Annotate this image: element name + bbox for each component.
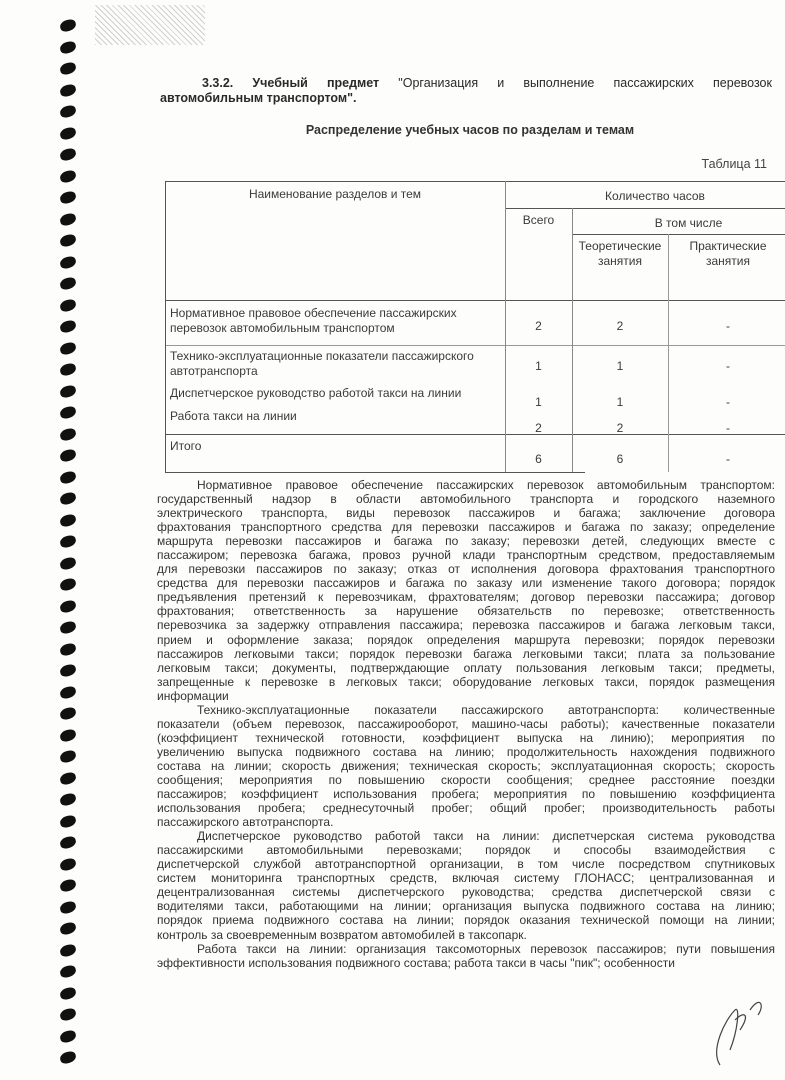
text-line: (коэффициент технической готовности, коэффициент выпуска на линию); мероприятия по (157, 730, 775, 745)
row-practice: - (726, 452, 730, 466)
row-total: 1 (535, 395, 542, 409)
text-line: прием и оформление заказа; порядок определения маршрута перевозки; порядок перевозки (157, 632, 775, 647)
text-line: Работа такси на линии: организация таксомоторных перевозок пассажиров; пути повышения (197, 941, 775, 956)
text-line: предъявления претензий к перевозчикам, фрахтователям; договор перевозки пассажира; договор (157, 590, 775, 605)
binding-hole (59, 1050, 77, 1065)
text-line: водителями такси, работающими на линии; организация выпуска подвижного состава на линию; (157, 899, 775, 914)
binding-hole (59, 878, 77, 893)
scan-noise (95, 5, 205, 45)
binding-hole (59, 599, 77, 614)
binding-hole (59, 835, 77, 850)
binding-hole (59, 319, 77, 334)
text-line: использования пробега; среднесуточный пробег; общий пробег; производительность работы (157, 801, 775, 816)
binding-hole (59, 556, 77, 571)
text-line: средства для перевозки пассажиров и багажа по заказу или изменение такого договора; порядок (157, 576, 775, 591)
binding-hole (59, 255, 77, 270)
binding-hole (59, 212, 77, 227)
row-total: 2 (535, 319, 542, 333)
header-name: Наименование разделов и тем (248, 187, 422, 201)
signature (700, 990, 770, 1070)
binding-hole (59, 298, 77, 313)
binding-hole (59, 513, 77, 528)
binding-hole (59, 126, 77, 141)
binding-hole (59, 749, 77, 764)
header-including: В том числе (654, 216, 723, 230)
binding-hole (59, 943, 77, 958)
hours-table (165, 181, 785, 473)
row-theory: 6 (616, 452, 624, 466)
binding-hole (59, 405, 77, 420)
header-theory: Теоретические занятия (578, 239, 662, 268)
text-line: для перевозки пассажиров по заказу; отказ от исполнения договора фрахтования транспортного (157, 562, 775, 577)
binding-hole (59, 61, 77, 76)
binding-hole (59, 491, 77, 506)
binding-hole (59, 384, 77, 399)
header-hours: Количество часов (605, 189, 705, 203)
text-line: запрещенные к перевозке в легковых такси; оборудование легковых такси, порядок размещения (157, 674, 775, 689)
section-number: 3.3.2. (202, 76, 234, 90)
binding-hole (59, 620, 77, 635)
text-line: фрахтования; ответственность за нарушение обязательств по перевозке; ответственность (157, 604, 775, 619)
row-name: Нормативное правовое обеспечение пассажирских перевозок автомобильным транспортом (170, 306, 457, 335)
spiral-binding (52, 20, 92, 1080)
binding-hole (59, 663, 77, 678)
binding-hole (59, 233, 77, 248)
binding-hole (59, 857, 77, 872)
row-total: 6 (535, 452, 542, 466)
binding-hole (59, 728, 77, 743)
binding-hole (59, 1007, 77, 1022)
section-title-part2: автомобильным транспортом". (160, 91, 357, 105)
text-line: пассажирского автотранспорта. (157, 815, 334, 830)
section-title-part1: "Организация и выполнение пассажирских перевозок (398, 76, 772, 90)
binding-hole (59, 341, 77, 356)
binding-hole (59, 900, 77, 915)
row-total: 1 (535, 359, 542, 373)
text-line: легковым такси; документы, подтверждающие оплату пользования легковым такси; предметы, (157, 660, 775, 675)
row-practice: - (726, 421, 730, 435)
binding-hole (59, 427, 77, 442)
binding-hole (59, 642, 77, 657)
binding-hole (59, 18, 77, 33)
binding-hole (59, 470, 77, 485)
text-line: пассажиров легковыми такси; порядок перевозки багажа легковыми такси; плата за пользование (157, 646, 775, 661)
text-line: пассажиром; перевозка багажа, провоз ручной клади транспортным средством, предоставляемым (157, 548, 775, 563)
text-line: сообщения; мероприятия по повышению скорости сообщения; среднее расстояние поездки (157, 772, 775, 787)
row-practice: - (726, 359, 730, 373)
binding-hole (59, 921, 77, 936)
text-line: пассажирскими автомобильными перевозками; порядок и способы взаимодействия с (157, 843, 775, 858)
row-theory: 2 (616, 319, 624, 333)
binding-hole (59, 1029, 77, 1044)
binding-hole (59, 104, 77, 119)
binding-hole (59, 362, 77, 377)
text-line: порядок приема подвижного состава на линии; порядок оказания технической помощи на линии; (157, 913, 775, 928)
text-line: информации (157, 688, 229, 703)
binding-hole (59, 685, 77, 700)
binding-hole (59, 276, 77, 291)
binding-hole (59, 534, 77, 549)
binding-hole (59, 169, 77, 184)
row-total: 2 (535, 421, 542, 435)
text-line: пассажиров; коэффициент использования пробега; мероприятия по повышению коэффициента (157, 787, 775, 802)
binding-hole (59, 814, 77, 829)
row-name: Технико-эксплуатационные показатели пассажирского автотранспорта (170, 349, 474, 378)
binding-hole (59, 83, 77, 98)
text-line: маршрута перевозки пассажиров и багажа по заказу; перевозки детей, следующих вместе с (157, 534, 775, 549)
row-name: Работа такси на линии (170, 409, 297, 423)
row-practice: - (726, 395, 730, 409)
row-practice: - (726, 319, 730, 333)
binding-hole (59, 190, 77, 205)
text-line: фрахтования транспортного средства для перевозки пассажиров и багажа по заказу; определение (157, 520, 775, 535)
header-practice: Практические занятия (689, 239, 767, 268)
binding-hole (59, 448, 77, 463)
text-line: эффективности использования подвижного состава; работа такси в часы "пик"; особенности (157, 955, 675, 970)
table-subtitle: Распределение учебных часов по разделам и темам (305, 123, 635, 137)
binding-hole (59, 986, 77, 1001)
text-line: диспетчерской службой автотранспортной организации, в том числе посредством спутниковых (157, 857, 775, 872)
text-line: децентрализованная системы диспетчерского руководства; средства диспетчерской связи с (157, 885, 775, 900)
header-total: Всего (522, 213, 555, 227)
row-theory: 2 (616, 421, 624, 435)
text-line: Технико-эксплуатационные показатели пассажирского автотранспорта: количественные (197, 702, 775, 717)
text-line: электрического транспорта, виды перевозок пассажиров и багажа; заключение договора (157, 506, 775, 521)
text-line: Нормативное правовое обеспечение пассажирских перевозок автомобильным транспортом: (197, 478, 775, 492)
text-line: увеличению выпуска подвижного состава на линию; продолжительность нахождения подвижного (157, 744, 775, 759)
row-name: Диспетчерское руководство работой такси на линии (170, 386, 462, 400)
text-line: государственный надзор в области автомобильного транспорта и городского наземного (157, 492, 775, 507)
binding-hole (59, 577, 77, 592)
text-line: контроль за своевременным возвратом автомобилей в таксопарк. (157, 927, 527, 942)
text-line: Диспетчерское руководство работой такси на линии: диспетчерская система руководства (197, 829, 775, 844)
binding-hole (59, 792, 77, 807)
text-line: систем мониторинга транспортных средств, включая систему ГЛОНАСС; централизованная и (157, 871, 775, 886)
binding-hole (59, 706, 77, 721)
table-number-label: Таблица 11 (701, 157, 767, 171)
row-theory: 1 (616, 359, 624, 373)
body-text (157, 478, 775, 970)
binding-hole (59, 147, 77, 162)
binding-hole (59, 964, 77, 979)
binding-hole (59, 40, 77, 55)
section-heading (160, 76, 772, 106)
row-name: Итого (170, 439, 202, 453)
text-line: показатели (объем перевозок, пассажирооборот, машино-часы работы); качественные показатели (157, 716, 775, 731)
binding-hole (59, 771, 77, 786)
section-label: Учебный предмет (252, 76, 380, 90)
text-line: перевозчика за задержку отправления пассажира; перевозка пассажиров и багажа легковым такси, (157, 618, 775, 633)
row-theory: 1 (616, 395, 624, 409)
text-line: состава на линии; скорость движения; техническая скорость; эксплуатационная скорость; скорость (157, 758, 775, 773)
